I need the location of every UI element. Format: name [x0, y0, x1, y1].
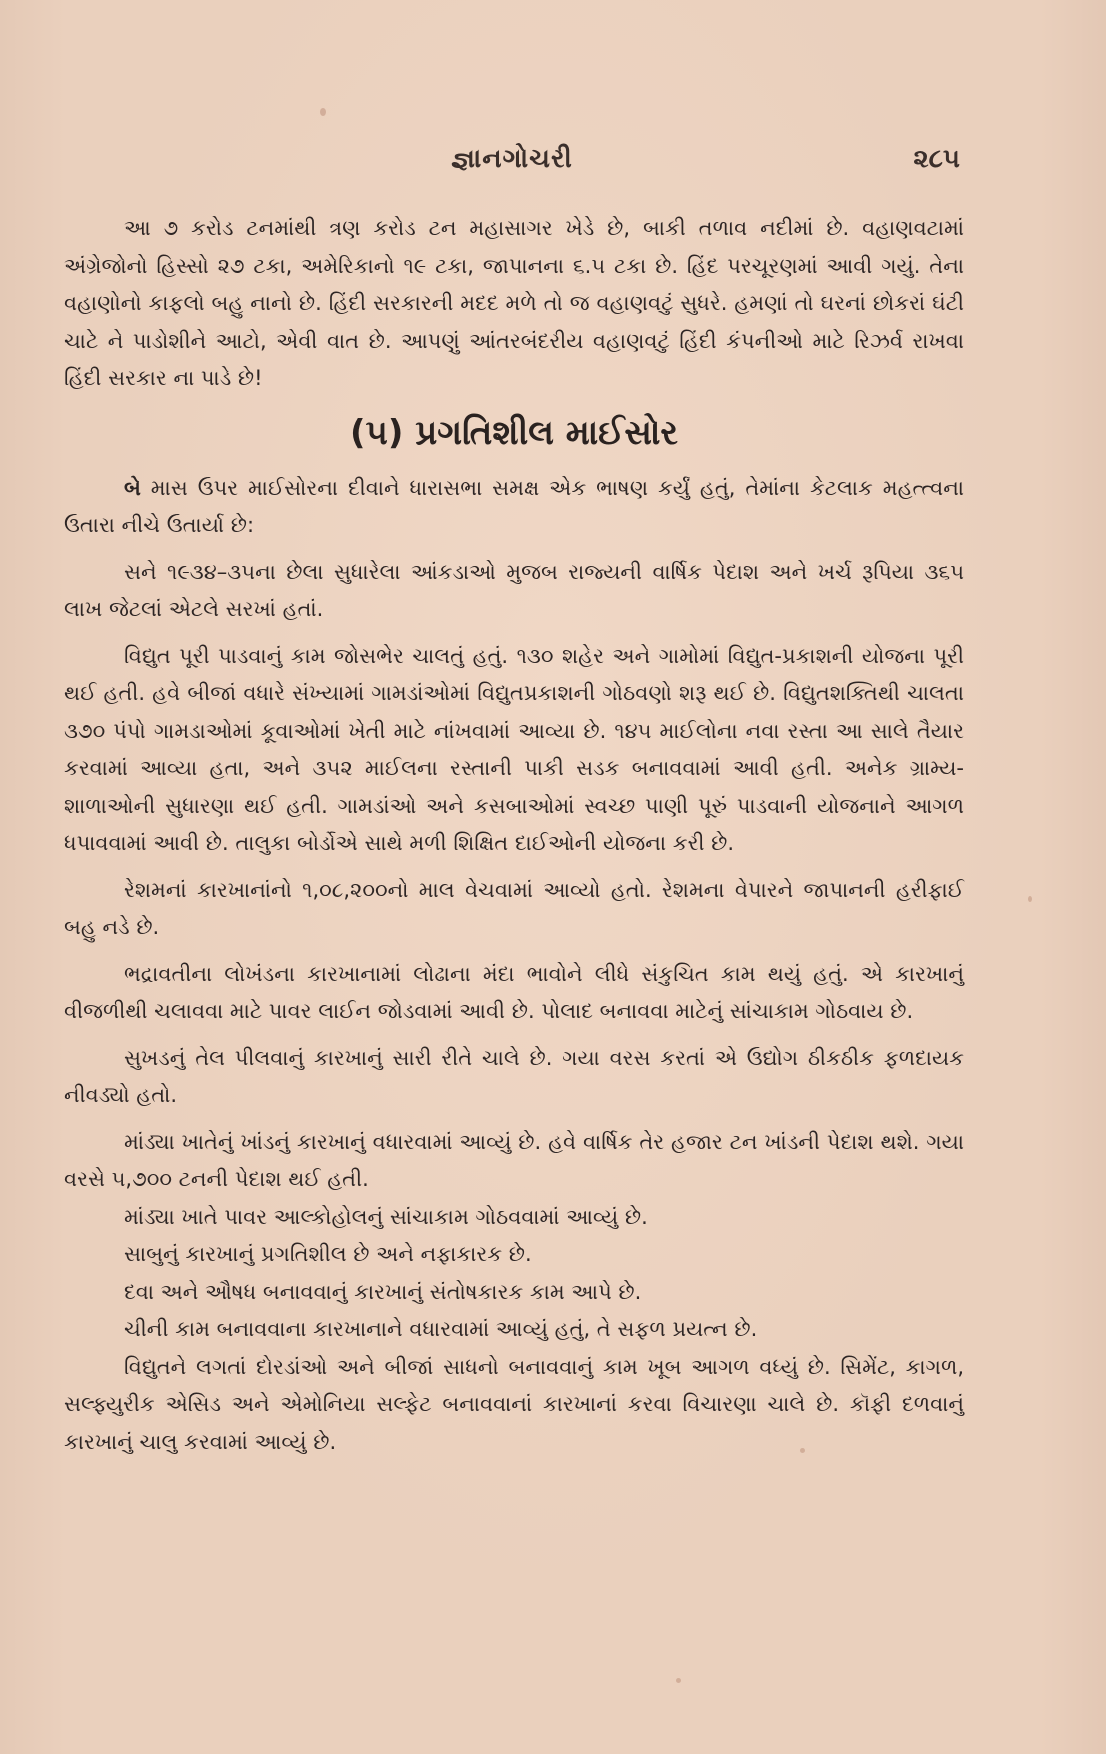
lead-text: માસ ઉપર માઈસોરના દીવાને ધારાસભા સમક્ષ એક ભાષણ કર્યું હતું, તેમાંના કેટલાક મહત્ત્વના ઉતારા નીચે ઉતાર્યા છે:	[64, 475, 964, 537]
paragraph-electricity: વિદ્યુત પૂરી પાડવાનું કામ જોસભેર ચાલતું હતું. ૧૩૦ શહેર અને ગામોમાં વિદ્યુત-પ્રકાશની યોજના પૂરી થઈ હતી. હવે બીજાં વધારે સંખ્યામાં ગામડાંઓમાં વિદ્યુતપ્રકાશની ગોઠવણો શરૂ થઈ છે. વિદ્યુતશક્તિથી ચાલતા ૩૭૦ પંપો ગામડાઓમાં કૂવાઓમાં ખેતી માટે નાંખવામાં આવ્યા છે. ૧૪૫ માઈલોના નવા રસ્તા આ સાલે તૈયાર કરવામાં આવ્યા હતા, અને ૩૫૨ માઈલના રસ્તાની પાકી સડક બનાવવામાં આવી હતી. અનેક ગ્રામ્ય-શાળાઓની સુધારણા થઈ હતી. ગામડાંઓ અને કસબાઓમાં સ્વચ્છ પાણી પૂરું પાડવાની યોજનાને આગળ ધપાવવામાં આવી છે. તાલુકા બોર્ડોએ સાથે મળી શિક્ષિત દાઈઓની યોજના કરી છે.	[64, 643, 964, 855]
running-title: જ્ઞાનગોચરી	[451, 144, 573, 174]
page-number: ૨૮૫	[913, 144, 960, 174]
page-body	[64, 210, 964, 1461]
paragraph-sugar: માંડ્યા ખાતેનું ખાંડનું કારખાનું વધારવામાં આવ્યું છે. હવે વાર્ષિક તેર હજાર ટન ખાંડની પેદાશ થશે. ગયા વરસે ૫,૭૦૦ ટનની પેદાશ થઈ હતી.	[64, 1129, 964, 1191]
paragraph-sandalwood: સુખડનું તેલ પીલવાનું કારખાનું સારી રીતે ચાલે છે. ગયા વરસ કરતાં એ ઉદ્યોગ ઠીકઠીક ફળદાયક નીવડ્યો હતો.	[64, 1045, 964, 1107]
page-header	[64, 144, 960, 180]
paragraph-iron-works: ભદ્રાવતીના લોખંડના કારખાનામાં લોઢાના મંદા ભાવોને લીધે સંકુચિત કામ થયું હતું. એ કારખાનું વીજળીથી ચલાવવા માટે પાવર લાઈન જોડવામાં આવી છે. પોલાદ બનાવવા માટેનું સાંચાકામ ગોઠવાય છે.	[64, 961, 964, 1023]
paper-spot	[320, 108, 326, 116]
paragraph-porcelain: ચીની કામ બનાવવાના કારખાનાને વધારવામાં આવ્યું હતું, તે સફળ પ્રયત્ન છે.	[124, 1317, 758, 1341]
intro-paragraph: આ ૭ કરોડ ટનમાંથી ત્રણ કરોડ ટન મહાસાગર ખેડે છે, બાકી તળાવ નદીમાં છે. વહાણવટામાં અંગ્રેજોનો હિસ્સો ૨૭ ટકા, અમેરિકાનો ૧૯ ટકા, જાપાનના ૬.૫ ટકા છે. હિંદ પરચૂરણમાં આવી ગયું. તેના વહાણોનો કાફલો બહુ નાનો છે. હિંદી સરકારની મદદ મળે તો જ વહાણવટું સુધરે. હમણાં તો ઘરનાં છોકરાં ઘંટી ચાટે ને પાડોશીને આટો, એવી વાત છે. આપણું આંતરબંદરીય વહાણવટું હિંદી કંપનીઓ માટે રિઝર્વ રાખવા હિંદી સરકાર ના પાડે છે!	[64, 216, 964, 390]
paragraph-soap: સાબુનું કારખાનું પ્રગતિશીલ છે અને નફાકારક છે.	[124, 1242, 532, 1266]
section-lead-paragraph	[64, 470, 964, 545]
paper-spot	[676, 1678, 681, 1683]
paragraph-drugs: દવા અને ઔષધ બનાવવાનું કારખાનું સંતોષકારક કામ આપે છે.	[124, 1279, 642, 1304]
paragraph-electrical-goods: વિદ્યુતને લગતાં દોરડાંઓ અને બીજાં સાધનો બનાવવાનું કામ ખૂબ આગળ વધ્યું છે. સિમેંટ, કાગળ, સલ્ફ્યુરીક એસિડ અને એમોનિયા સલ્ફેટ બનાવવાનાં કારખાનાં કરવા વિચારણા ચાલે છે. કૉફી દળવાનું કારખાનું ચાલુ કરવામાં આવ્યું છે.	[64, 1354, 964, 1454]
paragraph-silk: રેશમનાં કારખાનાંનો ૧,૦૮,૨૦૦નો માલ વેચવામાં આવ્યો હતો. રેશમના વેપારને જાપાનની હરીફાઈ બહુ નડે છે.	[64, 877, 964, 939]
paragraph-alcohol: માંડ્યા ખાતે પાવર આલ્કોહોલનું સાંચાકામ ગોઠવવામાં આવ્યું છે.	[124, 1204, 648, 1229]
paper-spot	[1028, 896, 1032, 902]
lead-word: બે	[124, 475, 141, 500]
section-heading: (૫) પ્રગતિશીલ માઈસોર	[349, 412, 679, 453]
paragraph-budget: સને ૧૯૩૪–૩૫ના છેલા સુધારેલા આંકડાઓ મુજબ રાજ્યની વાર્ષિક પેદાશ અને ખર્ચ રૂપિયા ૩૬૫ લાખ જેટલાં એટલે સરખાં હતાં.	[64, 559, 964, 621]
